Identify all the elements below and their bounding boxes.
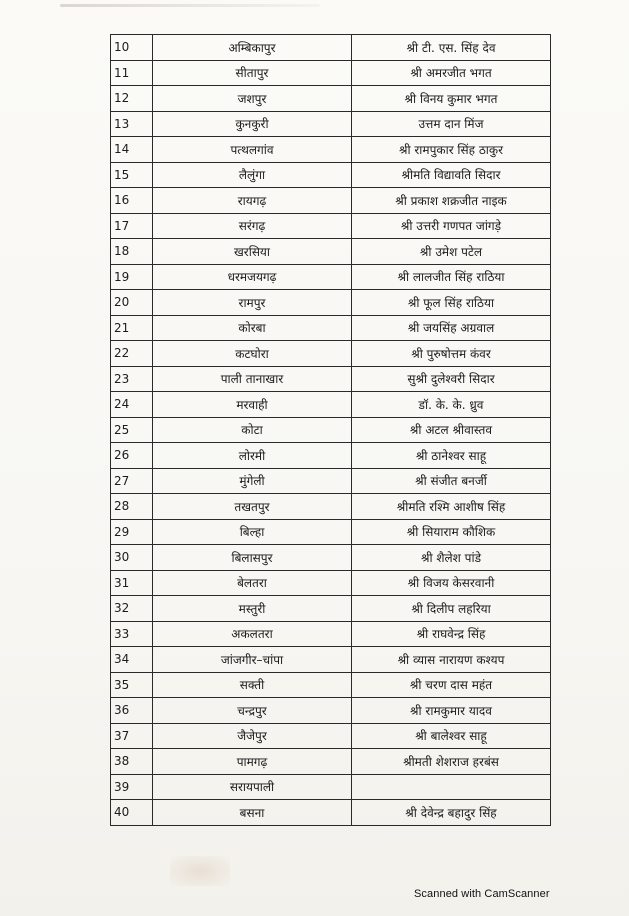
constituency-cell: कुनकुरी	[153, 111, 352, 137]
constituency-cell: रायगढ़	[153, 188, 352, 214]
serial-number-cell: 25	[111, 417, 153, 443]
candidate-name-cell: श्री रामकुमार यादव	[352, 698, 551, 724]
constituency-cell: जैजेपुर	[153, 723, 352, 749]
constituency-cell: जांजगीर–चांपा	[153, 647, 352, 673]
serial-number-cell: 20	[111, 290, 153, 316]
constituency-cell: मरवाही	[153, 392, 352, 418]
candidate-name-cell: श्री विनय कुमार भगत	[352, 86, 551, 112]
candidate-name-cell: श्री टी. एस. सिंह देव	[352, 35, 551, 61]
table-row	[111, 392, 551, 418]
serial-number-cell: 18	[111, 239, 153, 265]
table-row	[111, 162, 551, 188]
constituency-cell: धरमजयगढ़	[153, 264, 352, 290]
table-row	[111, 60, 551, 86]
candidate-name-cell: श्री प्रकाश शक्रजीत नाइक	[352, 188, 551, 214]
table-row	[111, 749, 551, 775]
table-row	[111, 570, 551, 596]
serial-number-cell: 11	[111, 60, 153, 86]
candidate-name-cell: श्रीमति विद्यावति सिदार	[352, 162, 551, 188]
candidate-name-cell: श्री ठानेश्वर साहू	[352, 443, 551, 469]
table-row	[111, 264, 551, 290]
candidate-name-cell: श्री रामपुकार सिंह ठाकुर	[352, 137, 551, 163]
table-row	[111, 468, 551, 494]
constituency-cell: खरसिया	[153, 239, 352, 265]
table-row	[111, 519, 551, 545]
serial-number-cell: 24	[111, 392, 153, 418]
table-row	[111, 621, 551, 647]
scan-edge-shadow	[60, 4, 320, 7]
serial-number-cell: 23	[111, 366, 153, 392]
scanner-watermark-text: Scanned with CamScanner	[414, 888, 550, 900]
table-row	[111, 698, 551, 724]
table-row	[111, 213, 551, 239]
serial-number-cell: 17	[111, 213, 153, 239]
serial-number-cell: 40	[111, 800, 153, 826]
constituency-cell: लैलुंगा	[153, 162, 352, 188]
constituency-cell: चन्द्रपुर	[153, 698, 352, 724]
constituency-cell: सरंगढ़	[153, 213, 352, 239]
table-row	[111, 366, 551, 392]
table-row	[111, 239, 551, 265]
constituency-cell: बेलतरा	[153, 570, 352, 596]
candidate-name-cell: श्री अमरजीत भगत	[352, 60, 551, 86]
candidate-name-cell: श्री राघवेन्द्र सिंह	[352, 621, 551, 647]
constituency-cell: सीतापुर	[153, 60, 352, 86]
constituency-cell: बसना	[153, 800, 352, 826]
candidate-name-cell: श्री देवेन्द्र बहादुर सिंह	[352, 800, 551, 826]
serial-number-cell: 36	[111, 698, 153, 724]
table-row	[111, 315, 551, 341]
candidate-name-cell: श्री लालजीत सिंह राठिया	[352, 264, 551, 290]
constituency-cell: कोरबा	[153, 315, 352, 341]
candidate-table-body	[111, 35, 551, 826]
table-row	[111, 800, 551, 826]
candidate-name-cell: श्री फूल सिंह राठिया	[352, 290, 551, 316]
candidate-name-cell: श्री पुरुषोत्तम कंवर	[352, 341, 551, 367]
table-row	[111, 86, 551, 112]
serial-number-cell: 27	[111, 468, 153, 494]
serial-number-cell: 37	[111, 723, 153, 749]
table-row	[111, 290, 551, 316]
candidate-name-cell: श्री चरण दास महंत	[352, 672, 551, 698]
table-row	[111, 35, 551, 61]
constituency-cell: लोरमी	[153, 443, 352, 469]
serial-number-cell: 10	[111, 35, 153, 61]
candidate-name-cell: डॉ. के. के. ध्रुव	[352, 392, 551, 418]
table-row	[111, 774, 551, 800]
serial-number-cell: 28	[111, 494, 153, 520]
table-row	[111, 341, 551, 367]
constituency-cell: सक्ती	[153, 672, 352, 698]
serial-number-cell: 39	[111, 774, 153, 800]
serial-number-cell: 14	[111, 137, 153, 163]
serial-number-cell: 12	[111, 86, 153, 112]
table-row	[111, 545, 551, 571]
candidate-name-cell: श्रीमति रश्मि आशीष सिंह	[352, 494, 551, 520]
serial-number-cell: 34	[111, 647, 153, 673]
serial-number-cell: 35	[111, 672, 153, 698]
candidate-name-cell: श्री दिलीप लहरिया	[352, 596, 551, 622]
constituency-cell: पामगढ़	[153, 749, 352, 775]
table-row	[111, 188, 551, 214]
table-row	[111, 443, 551, 469]
serial-number-cell: 33	[111, 621, 153, 647]
candidate-name-cell	[352, 774, 551, 800]
candidate-name-cell: श्री शैलेश पांडे	[352, 545, 551, 571]
candidate-name-cell: श्री संजीत बनर्जी	[352, 468, 551, 494]
candidate-name-cell: श्री व्यास नारायण कश्यप	[352, 647, 551, 673]
constituency-cell: कोटा	[153, 417, 352, 443]
candidate-name-cell: सुश्री दुलेश्वरी सिदार	[352, 366, 551, 392]
serial-number-cell: 21	[111, 315, 153, 341]
constituency-cell: मुंगेली	[153, 468, 352, 494]
table-row	[111, 672, 551, 698]
constituency-cell: अकलतरा	[153, 621, 352, 647]
candidate-name-cell: उत्तम दान मिंज	[352, 111, 551, 137]
constituency-cell: बिल्हा	[153, 519, 352, 545]
serial-number-cell: 19	[111, 264, 153, 290]
serial-number-cell: 16	[111, 188, 153, 214]
constituency-cell: पत्थलगांव	[153, 137, 352, 163]
candidate-name-cell: श्री उमेश पटेल	[352, 239, 551, 265]
candidate-name-cell: श्रीमती शेशराज हरबंस	[352, 749, 551, 775]
constituency-cell: बिलासपुर	[153, 545, 352, 571]
candidate-name-cell: श्री विजय केसरवानी	[352, 570, 551, 596]
table-row	[111, 647, 551, 673]
candidate-name-cell: श्री बालेश्वर साहू	[352, 723, 551, 749]
table-row	[111, 111, 551, 137]
serial-number-cell: 29	[111, 519, 153, 545]
constituency-cell: पाली तानाखार	[153, 366, 352, 392]
constituency-cell: सरायपाली	[153, 774, 352, 800]
serial-number-cell: 13	[111, 111, 153, 137]
table-row	[111, 137, 551, 163]
serial-number-cell: 38	[111, 749, 153, 775]
candidate-name-cell: श्री उत्तरी गणपत जांगड़े	[352, 213, 551, 239]
constituency-cell: जशपुर	[153, 86, 352, 112]
candidate-name-cell: श्री जयसिंह अग्रवाल	[352, 315, 551, 341]
constituency-cell: कटघोरा	[153, 341, 352, 367]
constituency-cell: अम्बिकापुर	[153, 35, 352, 61]
serial-number-cell: 30	[111, 545, 153, 571]
table-row	[111, 596, 551, 622]
table-row	[111, 494, 551, 520]
serial-number-cell: 22	[111, 341, 153, 367]
table-row	[111, 723, 551, 749]
constituency-cell: तखतपुर	[153, 494, 352, 520]
candidate-list-table	[110, 34, 551, 826]
candidate-name-cell: श्री सियाराम कौशिक	[352, 519, 551, 545]
serial-number-cell: 32	[111, 596, 153, 622]
scan-smudge	[170, 856, 230, 886]
serial-number-cell: 31	[111, 570, 153, 596]
serial-number-cell: 15	[111, 162, 153, 188]
serial-number-cell: 26	[111, 443, 153, 469]
candidate-name-cell: श्री अटल श्रीवास्तव	[352, 417, 551, 443]
constituency-cell: मस्तुरी	[153, 596, 352, 622]
table-row	[111, 417, 551, 443]
constituency-cell: रामपुर	[153, 290, 352, 316]
